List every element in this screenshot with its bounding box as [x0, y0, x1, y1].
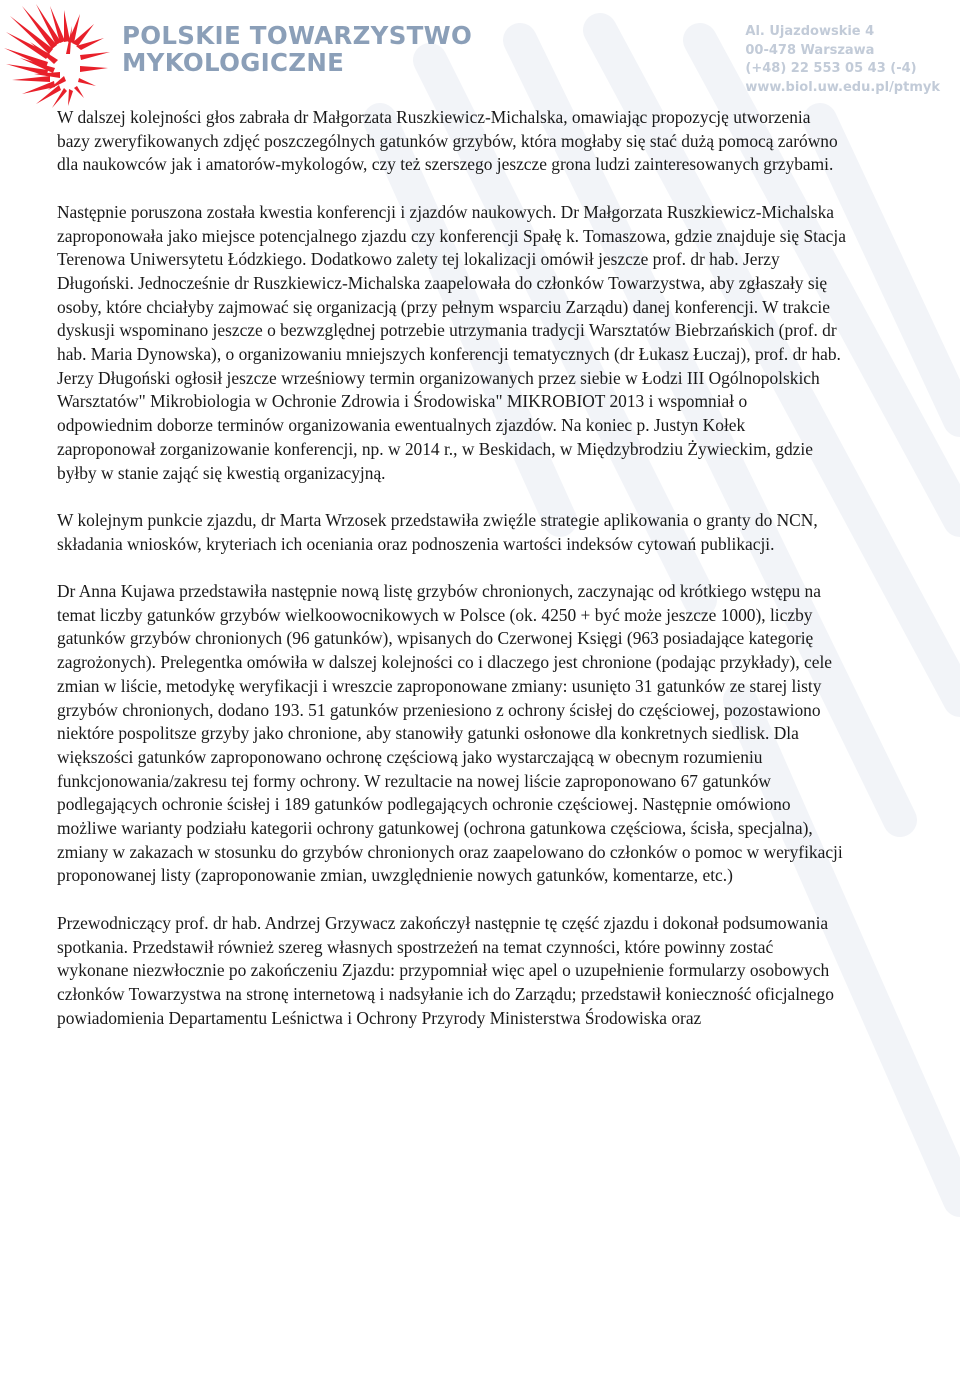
- street-address: Al. Ujazdowskie 4: [745, 24, 875, 39]
- organization-name-line1: POLSKIE TOWARZYSTWO: [122, 21, 473, 50]
- website-link[interactable]: www.biol.uw.edu.pl/ptmyk: [745, 79, 940, 95]
- paragraph: W kolejnym punkcie zjazdu, dr Marta Wrzosek przedstawiła zwięźle strategie aplikowania o granty do NCN, składania wniosków, kryteriach ich oceniania oraz podnoszenia wartości indeksów cytowań publikacji.: [57, 509, 818, 554]
- paragraph: Następnie poruszona została kwestia konferencji i zjazdów naukowych. Dr Małgorzata Ruszkiewicz-Michalska zaproponowała jako miejsce potencjalnego zjazdu czy konferencji Spałę k. Tomaszowa, gdzie znajduje się Stacja Terenowa Uniwersytetu Łódzkiego. Dodatkowo zalety tej lokalizacji omówił jeszcze prof. dr hab. Jerzy Długoński. Jednocześnie dr Ruszkiewicz-Michalska zaapelowała do członków Towarzystwa, aby zgłaszały się osoby, które chciałyby zajmować się organizacją (przy pełnym wsparciu Zarządu) danej konferencji. W trakcie dyskusji wspominano jeszcze o bezwzględnej potrzebie utrzymania tradycji Warsztatów Biebrzańskich (prof. dr hab. Maria Dynowska), o organizowaniu mniejszych konferencji tematycznych (dr Łukasz Łuczaj), prof. dr hab. Jerzy Długoński ogłosił jeszcze wrześniowy termin organizowanych przez siebie w Łodzi III Ogólnopolskich Warsztatów" Mikrobiologia w Ochronie Zdrowia i Środowiska" MIKROBIOT 2013 i wspomniał o odpowiednim doborze terminów organizowania ewentualnych zjazdów. Na koniec p. Justyn Kołek zaproponował zorganizowanie konferencji, np. w 2014 r., w Beskidach, w Międzybrodziu Żywieckim, gdzie byłby w stanie zająć się kwestią organizacyjną.: [57, 201, 846, 483]
- organization-name-line2: MYKOLOGICZNE: [122, 48, 345, 77]
- letterhead: [0, 0, 960, 110]
- phone-number: (+48) 22 553 05 43 (-4): [745, 61, 917, 76]
- organization-name: [122, 22, 472, 76]
- organization-address: [745, 23, 940, 97]
- mushroom-gills-logo-icon: [0, 2, 118, 110]
- postal-city: 00-478 Warszawa: [745, 42, 875, 58]
- paragraph: Przewodniczący prof. dr hab. Andrzej Grzywacz zakończył następnie tę część zjazdu i dokonał podsumowania spotkania. Przedstawił również szereg własnych spostrzeżeń na temat czynności, które powinny zostać wykonane niezwłocznie po zakończeniu Zjazdu: przypomniał więc apel o uzupełnienie formularzy osobowych członków Towarzystwa na stronę internetową i nadsyłanie ich do Zarządu; przedstawił konieczność oficjalnego powiadomienia Departamentu Leśnictwa i Ochrony Przyrody Ministerstwa Środowiska oraz: [57, 912, 834, 1028]
- document-body: [57, 106, 847, 1054]
- paragraph: Dr Anna Kujawa przedstawiła następnie nową listę grzybów chronionych, zaczynając od krótkiego wstępu na temat liczby gatunków grzybów wielkoowocnikowych w Polsce (ok. 4250 + być może jeszcze 1000), liczby gatunków grzybów chronionych (96 gatunków), wpisanych do Czerwonej Księgi (963 posiadające kategorię zagrożonych). Prelegentka omówiła w dalszej kolejności co i dlaczego jest chronione (podając przykłady), cele zmian w liście, metodykę weryfikacji i wreszcie zaproponowane zmiany: usunięto 31 gatunków ze starej listy grzybów chronionych, dodano 193. 51 gatunków przeniesiono z ochrony ścisłej do częściowej, pozostawiono niektóre pospolitsze grzyby jako chronione, aby stanowiły gatunki osłonowe dla konkretnych siedlisk. Dla większości gatunków zaproponowano ochronę częściową jako wystarczającą w obecnym rozumieniu funkcjonowania/zakresu tej formy ochrony. W rezultacie na nowej liście zaproponowano 67 gatunków podlegających ochronie ścisłej i 189 gatunków podlegających ochronie częściowej. Następnie omówiono możliwe warianty podziału kategorii ochrony gatunkowej (ochrona gatunkowa częściowa, ścisła, specjalna), zmiany w zakazach w stosunku do grzybów chronionych oraz zaapelowano do członków o pomoc w weryfikacji proponowanej listy (zaproponowanie zmian, uwzględnienie nowych gatunków, komentarze, etc.): [57, 581, 843, 886]
- paragraph: W dalszej kolejności głos zabrała dr Małgorzata Ruszkiewicz-Michalska, omawiając propozycję utworzenia bazy zweryfikowanych zdjęć poszczególnych gatunków grzybów, która mogłaby się stać dużą pomocą zarówno dla naukowców jak i amatorów-mykologów, czy też szerszego jeszcze grona ludzi zainteresowanych grzybami.: [57, 107, 838, 175]
